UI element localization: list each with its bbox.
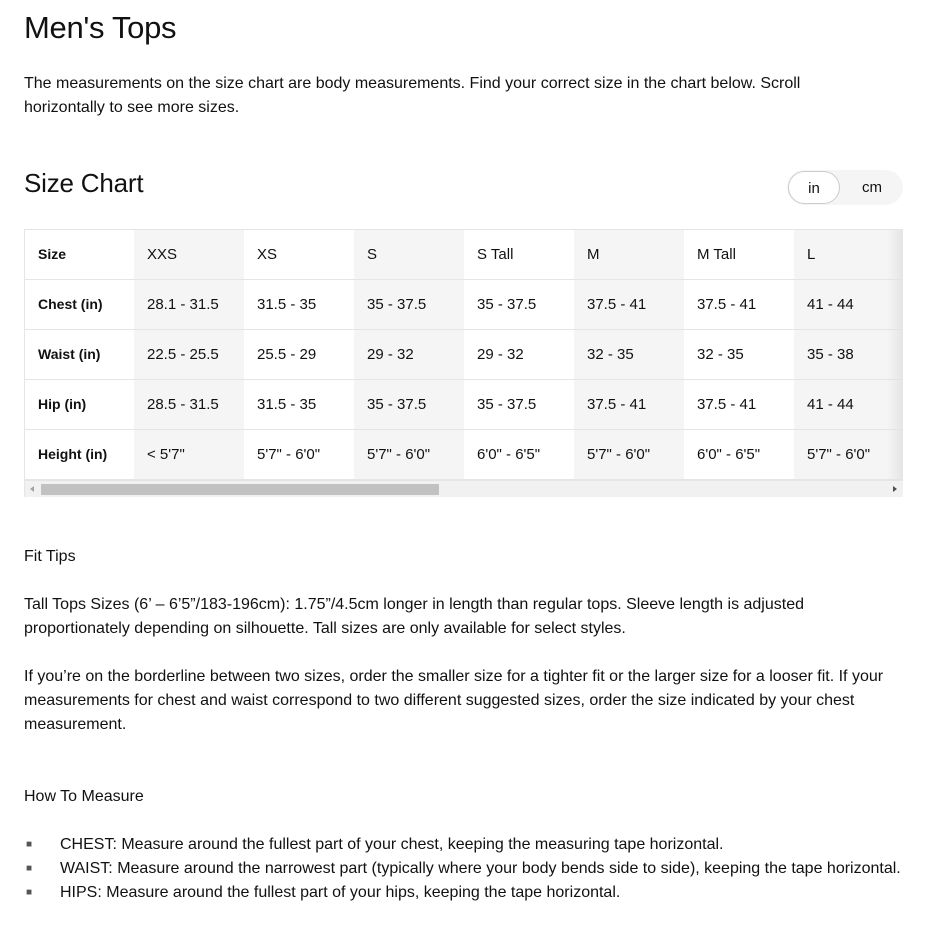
header-cell: S Tall bbox=[464, 230, 574, 279]
table-row-hip bbox=[25, 380, 903, 430]
row-label: Chest (in) bbox=[25, 280, 134, 329]
table-cell: 6'0" - 6'5" bbox=[684, 430, 794, 479]
table-cell: 41 - 44 bbox=[794, 380, 903, 429]
fit-tips-paragraph: If you’re on the borderline between two sizes, order the smaller size for a tighter fit or the larger size for a looser fit. If your measurements for chest and waist correspond to two different suggested sizes, order the size indicated by your chest measurement. bbox=[24, 668, 884, 733]
scroll-left-arrow-icon[interactable] bbox=[30, 486, 34, 492]
table-header-row bbox=[25, 230, 903, 280]
table-cell: 31.5 - 35 bbox=[244, 280, 354, 329]
table-cell: 6'0" - 6'5" bbox=[464, 430, 574, 479]
table-cell: 35 - 37.5 bbox=[354, 280, 464, 329]
table-cell: 5'7" - 6'0" bbox=[574, 430, 684, 479]
page-title: Men's Tops bbox=[24, 10, 177, 45]
scroll-fade-edge bbox=[887, 230, 903, 480]
list-item bbox=[24, 881, 904, 905]
scrollbar-thumb[interactable] bbox=[41, 484, 439, 495]
header-cell-size: Size bbox=[25, 230, 134, 279]
list-item-text: WAIST: Measure around the narrowest part (typically where your body bends side to side), keeping the tape horizontal. bbox=[60, 860, 901, 877]
row-label: Waist (in) bbox=[25, 330, 134, 379]
table-cell: 29 - 32 bbox=[354, 330, 464, 379]
unit-toggle[interactable] bbox=[787, 170, 903, 205]
table-cell: 35 - 37.5 bbox=[464, 380, 574, 429]
table-cell: 29 - 32 bbox=[464, 330, 574, 379]
table-row-waist bbox=[25, 330, 903, 380]
unit-in-button[interactable]: in bbox=[788, 171, 840, 204]
square-bullet-icon: ■ bbox=[26, 863, 33, 874]
table-cell: 41 - 44 bbox=[794, 280, 903, 329]
table-cell: 35 - 37.5 bbox=[354, 380, 464, 429]
table-cell: 5'7" - 6'0" bbox=[244, 430, 354, 479]
table-cell: < 5'7" bbox=[134, 430, 244, 479]
header-cell: XS bbox=[244, 230, 354, 279]
row-label: Height (in) bbox=[25, 430, 134, 479]
table-cell: 37.5 - 41 bbox=[574, 280, 684, 329]
list-item-text: CHEST: Measure around the fullest part of your chest, keeping the measuring tape horizontal. bbox=[60, 836, 724, 853]
header-cell: S bbox=[354, 230, 464, 279]
table-cell: 32 - 35 bbox=[574, 330, 684, 379]
table-cell: 35 - 38 bbox=[794, 330, 903, 379]
scroll-right-arrow-icon[interactable] bbox=[893, 486, 897, 492]
header-cell: XXS bbox=[134, 230, 244, 279]
unit-cm-button[interactable]: cm bbox=[862, 179, 882, 196]
square-bullet-icon: ■ bbox=[26, 887, 33, 898]
table-cell: 5'7" - 6'0" bbox=[794, 430, 903, 479]
table-cell: 25.5 - 29 bbox=[244, 330, 354, 379]
header-cell: M bbox=[574, 230, 684, 279]
header-cell: L bbox=[794, 230, 903, 279]
table-row-height bbox=[25, 430, 903, 480]
table-cell: 32 - 35 bbox=[684, 330, 794, 379]
list-item bbox=[24, 857, 904, 881]
table-row-chest bbox=[25, 280, 903, 330]
list-item-text: HIPS: Measure around the fullest part of your hips, keeping the tape horizontal. bbox=[60, 884, 621, 901]
table-cell: 37.5 - 41 bbox=[684, 380, 794, 429]
table-cell: 5'7" - 6'0" bbox=[354, 430, 464, 479]
size-chart-table bbox=[24, 229, 903, 497]
table-cell: 28.1 - 31.5 bbox=[134, 280, 244, 329]
how-to-measure-title: How To Measure bbox=[24, 788, 144, 805]
square-bullet-icon: ■ bbox=[26, 839, 33, 850]
list-item bbox=[24, 833, 904, 857]
table-cell: 37.5 - 41 bbox=[684, 280, 794, 329]
table-cell: 35 - 37.5 bbox=[464, 280, 574, 329]
table-cell: 31.5 - 35 bbox=[244, 380, 354, 429]
table-cell: 37.5 - 41 bbox=[574, 380, 684, 429]
fit-tips-paragraph: Tall Tops Sizes (6’ – 6’5”/183-196cm): 1.75”/4.5cm longer in length than regular tops. Sleeve length is adjusted proportionately depending on silhouette. Tall sizes are only available for select styles. bbox=[24, 596, 804, 637]
size-chart-title: Size Chart bbox=[24, 168, 144, 198]
header-cell: M Tall bbox=[684, 230, 794, 279]
table-cell: 22.5 - 25.5 bbox=[134, 330, 244, 379]
table-cell: 28.5 - 31.5 bbox=[134, 380, 244, 429]
intro-text: The measurements on the size chart are body measurements. Find your correct size in the chart below. Scroll horizontally to see more sizes. bbox=[24, 75, 801, 116]
row-label: Hip (in) bbox=[25, 380, 134, 429]
fit-tips-title: Fit Tips bbox=[24, 548, 76, 565]
measure-list bbox=[24, 833, 904, 905]
horizontal-scrollbar[interactable] bbox=[25, 480, 903, 497]
